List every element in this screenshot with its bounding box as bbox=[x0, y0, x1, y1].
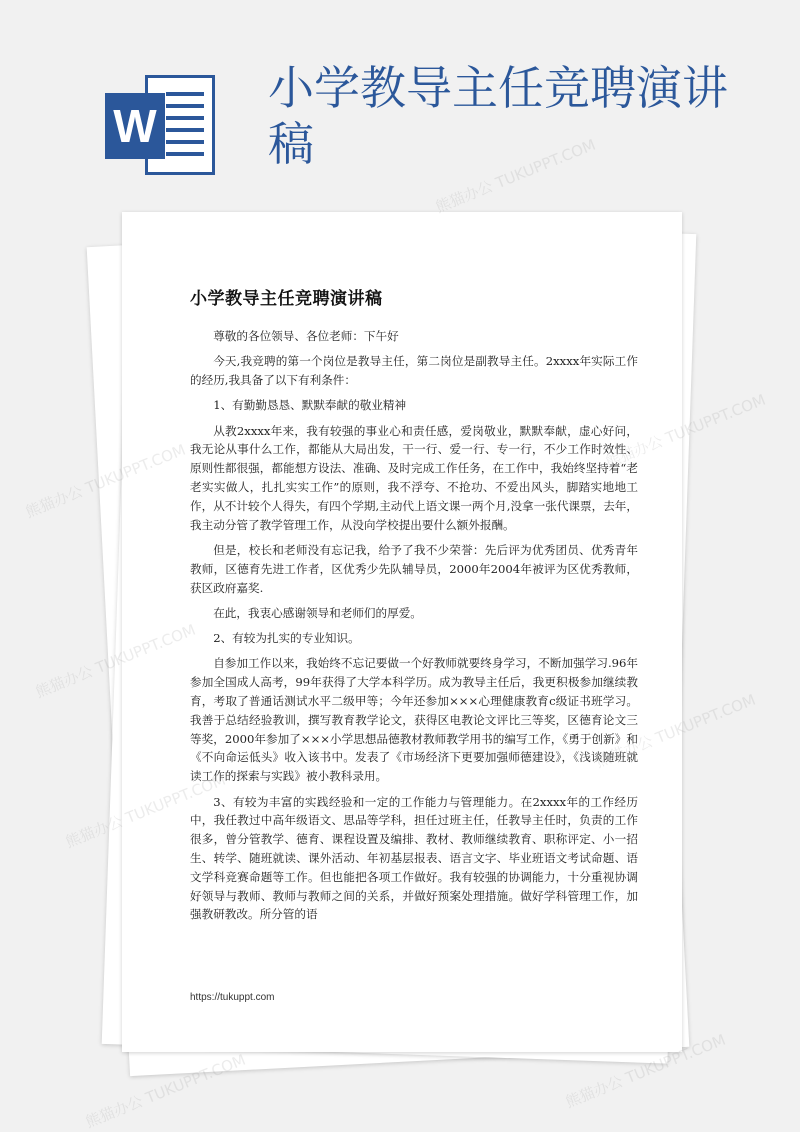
document-paragraph: 但是，校长和老师没有忘记我，给予了我不少荣誉：先后评为优秀团员、优秀青年教师，区德育先进工作者，区优秀少先队辅导员，2000年2004年被评为区优秀教师，获区政府嘉奖. bbox=[190, 542, 638, 595]
document-paragraph: 今天,我竞聘的第一个岗位是教导主任，第二岗位是副教导主任。2xxxx年实际工作的经历,我具备了以下有利条件： bbox=[190, 354, 638, 388]
document-page bbox=[122, 212, 682, 1052]
word-letter-badge: W bbox=[105, 93, 165, 159]
watermark: 熊猫办公 TUKUPPT.COM bbox=[433, 135, 599, 217]
document-title: 小学教导主任竞聘演讲稿 bbox=[190, 289, 383, 309]
watermark: TUKUPPT.COM bbox=[663, 390, 769, 448]
document-paragraph: 3、有较为丰富的实践经验和一定的工作能力与管理能力。在2xxxx年的工作经历中，我任教过中高年级语文、思品等学科，担任过班主任，任教导主任时，负责的工作很多，曾分管教学、德育、课程设置及编排、教材、教师继续教育、职称评定、小一招生、转学、随班就读、课外活动、年初基层报表、语言文字、毕业班语文考试命题、语文学科竞赛命题等工作。但也能把各项工作做好。我有较强的协调能力，十分重视协调好领导与教师、教师与教师之间的关系，并做好预案处理措施。做好学科管理工作，加强教研教改。所分管的语 bbox=[190, 794, 638, 922]
watermark: 熊猫办公 bbox=[33, 662, 96, 702]
word-doc-icon bbox=[105, 75, 215, 175]
watermark: TUKUPPT.COM bbox=[653, 690, 759, 748]
document-paragraph: 1、有勤勤恳恳、默默奉献的敬业精神 bbox=[213, 398, 407, 413]
document-paragraph: 在此，我衷心感谢领导和老师们的厚爱。 bbox=[213, 605, 422, 620]
footer-url: https://tukuppt.com bbox=[190, 992, 275, 1003]
watermark: 熊猫办公 TUKUPPT.COM bbox=[83, 1050, 249, 1132]
document-paragraph: 2、有较为扎实的专业知识。 bbox=[213, 631, 360, 646]
watermark: 熊猫办公 bbox=[63, 812, 126, 852]
document-paragraph: 自参加工作以来，我始终不忘记要做一个好教师就要终身学习，不断加强学习.96年参加全国成人高考，99年获得了大学本科学历。成为教导主任后，我更积极参加继续教育，考取了普通话测试水平二级甲等；今年还参加×××心理健康教育c级证书班学习。我善于总结经验教训，撰写教育教学论文，获得区电教论文评比三等奖，区德育论文三等奖，2000年参加了×××小学思想品德教材教师教学用书的编写工作，《勇于创新》和《不向命运低头》收入该书中。发表了《市场经济下更要加强师德建设》，《浅谈随班就读工作的探索与实践》被小教科录用。 bbox=[190, 656, 638, 784]
watermark: 熊猫办公 TUKUPPT.COM bbox=[563, 1030, 729, 1112]
page-title: 小学教导主任竞聘演讲稿 bbox=[268, 61, 728, 171]
document-body bbox=[190, 327, 638, 931]
watermark: 熊猫办公 bbox=[23, 482, 86, 522]
header bbox=[0, 0, 800, 200]
document-paragraph: 从教2xxxx年来，我有较强的事业心和责任感，爱岗敬业，默默奉献，虚心好问，我无论从事什么工作，都能从大局出发，干一行、爱一行、专一行，不少工作时效性、原则性都很强，都能想方设法、准确、及时完成工作任务，在工作中，我始终坚持着“老老实实做人，扎扎实实工作”的原则，我不浮夸、不抢功、不爱出风头，脚踏实地地工作，从不计较个人得失，有四个学期,主动代上语文课一两个月,没拿一张代课票，去年，我主动分管了教学管理工作，从没向学校提出要什么额外报酬。 bbox=[190, 423, 638, 532]
document-paragraph: 尊敬的各位领导、各位老师：下午好 bbox=[213, 329, 399, 343]
